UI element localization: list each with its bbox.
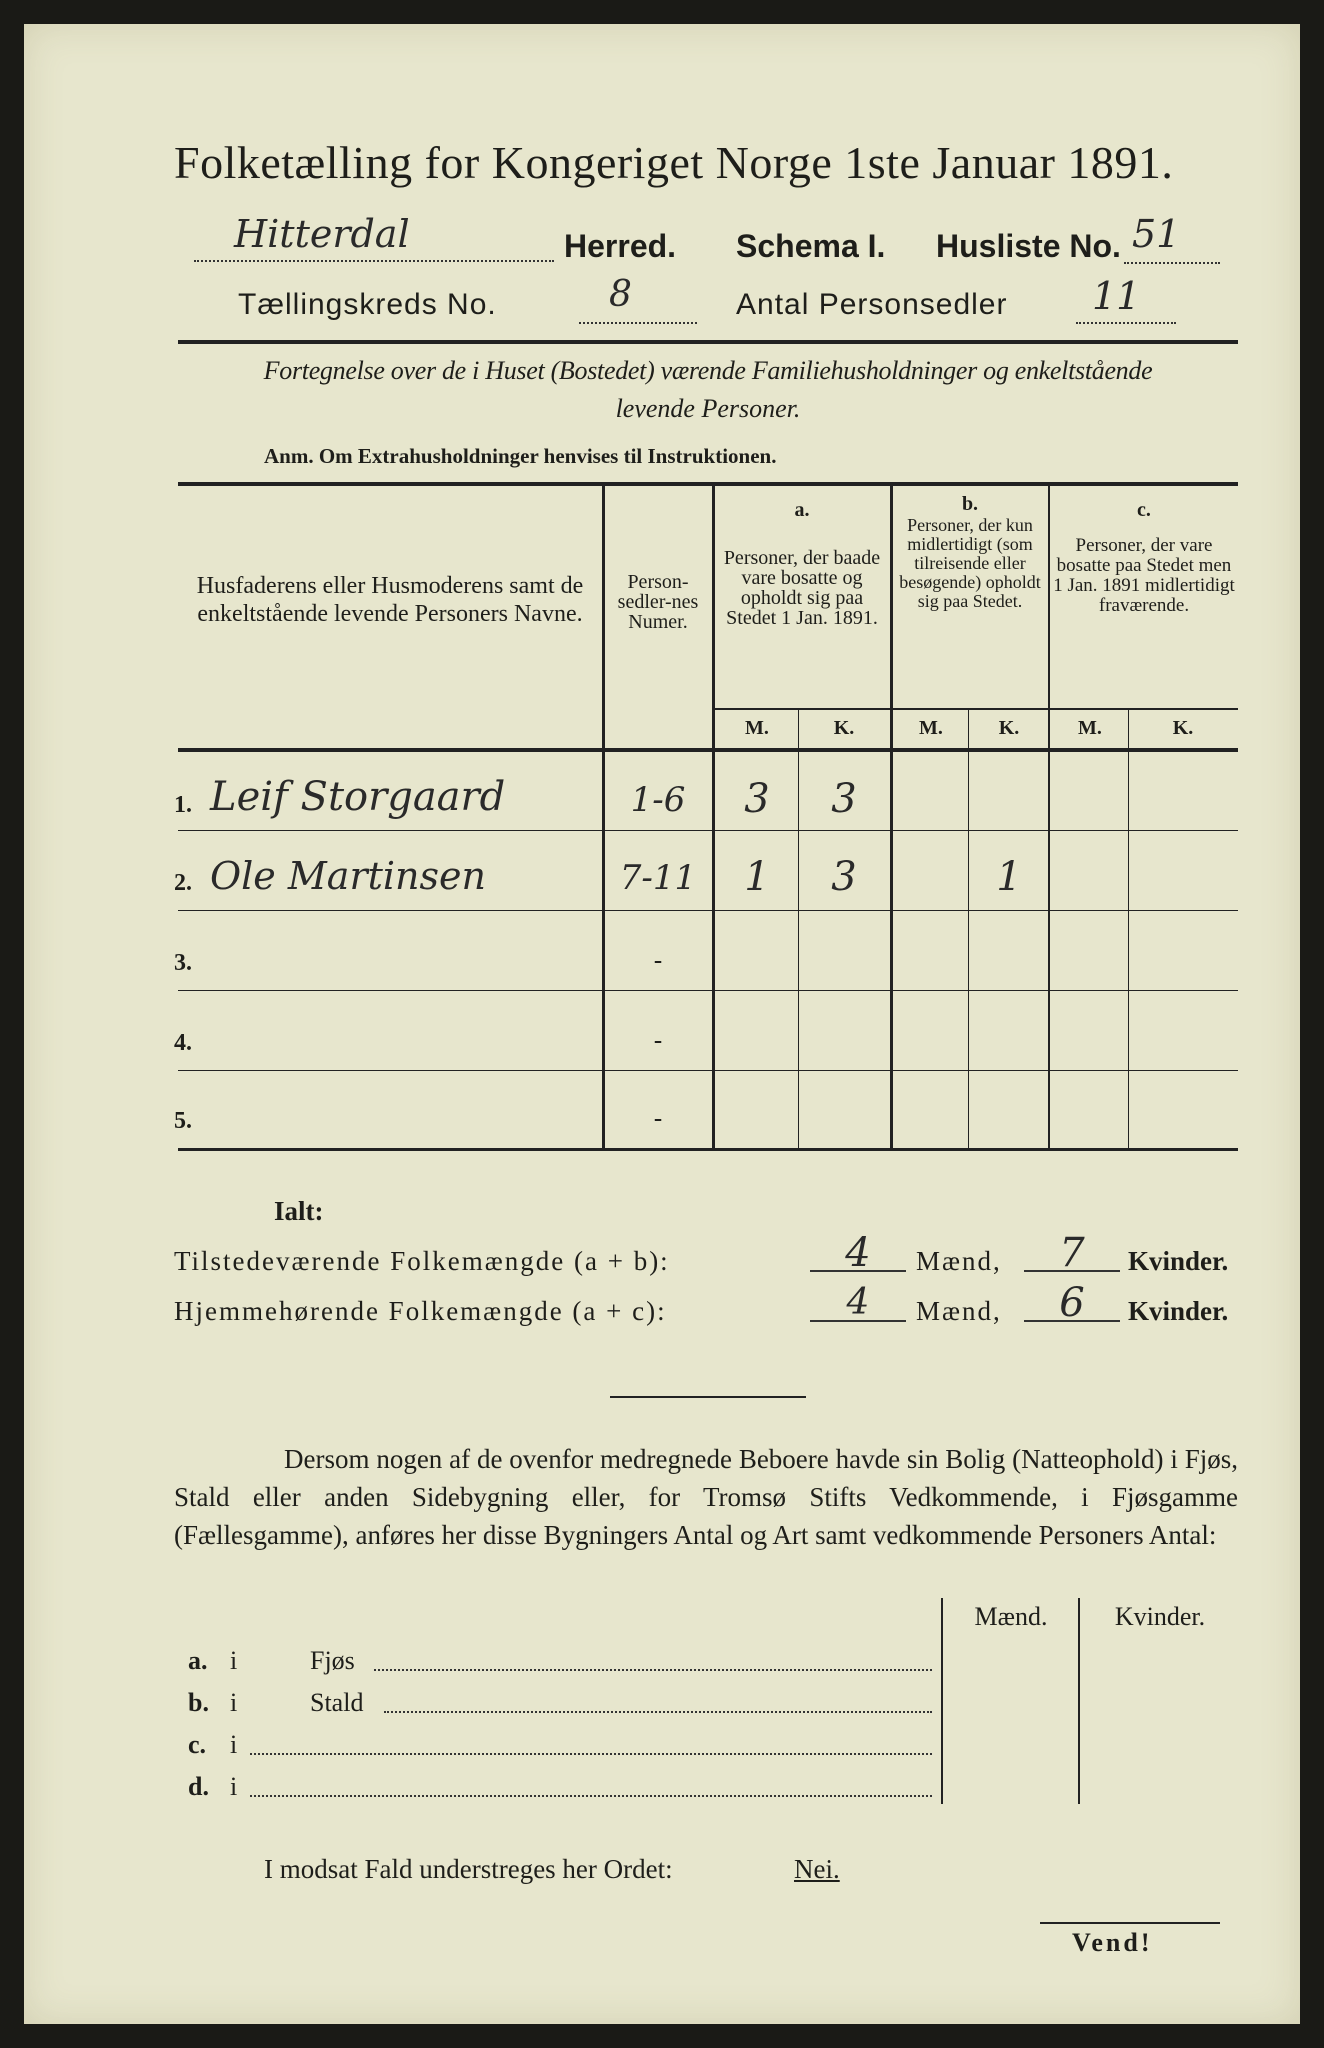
table-head-rule [178, 748, 1238, 752]
header-c-letter: c. [1137, 499, 1151, 521]
kreds-value: 8 [609, 274, 632, 315]
row-person-numbers: - [653, 946, 663, 976]
herred-label: Herred. [564, 228, 677, 264]
header-b: Personer, der kun midlertidigt (som tilreisende eller besøgende) opholdt sig paa Stedet. [899, 515, 1041, 611]
building-label: Fjøs [310, 1646, 355, 1675]
header-b-m: M. [919, 717, 943, 739]
totals-line1-label: Tilstedeværende Folkemængde (a + b): [174, 1246, 670, 1276]
section-divider [610, 1396, 806, 1398]
vend-rule [1040, 1922, 1220, 1924]
row-person-numbers: - [653, 1026, 663, 1056]
antal-value: 11 [1092, 274, 1141, 318]
row-b-k: 1 [996, 854, 1022, 900]
row-number: 2. [174, 870, 192, 896]
row-rule [178, 910, 1238, 911]
kreds-label: Tællingskreds No. [238, 288, 497, 321]
table-top-rule [178, 482, 1238, 486]
vend-label: Vend! [1072, 1928, 1153, 1957]
row-a-k: 3 [831, 776, 857, 822]
row-number: 5. [174, 1108, 192, 1134]
row-rule [178, 1070, 1238, 1071]
row-name: Leif Storgaard [210, 774, 506, 820]
row-rule [178, 990, 1238, 991]
header-a: Personer, der baade vare bosatte og opholdt sig paa Stedet 1 Jan. 1891. [723, 547, 881, 629]
header-b-k: K. [998, 717, 1020, 739]
totals-kvinder: Kvinder. [1128, 1246, 1229, 1276]
header-a-m: M. [745, 717, 769, 739]
totals-ialt: Ialt: [274, 1196, 324, 1226]
building-dotted-line [374, 1668, 932, 1671]
building-prep: i [230, 1688, 238, 1717]
totals-line2-m: 4 [846, 1282, 870, 1323]
col-rule [1048, 486, 1050, 1150]
building-dotted-line [384, 1710, 932, 1713]
buildings-header-women: Kvinder. [1114, 1602, 1206, 1631]
building-prep: i [230, 1730, 238, 1759]
totals-kvinder: Kvinder. [1128, 1296, 1229, 1326]
col-rule [968, 710, 969, 1150]
husliste-label: Husliste No. [936, 228, 1121, 264]
kreds-field [579, 292, 697, 324]
totals-maend: Mænd, [916, 1296, 1002, 1326]
row-name: Ole Martinsen [210, 854, 486, 898]
row-a-m: 1 [744, 854, 770, 900]
totals-line1-k: 7 [1059, 1230, 1085, 1276]
header-b-letter: b. [961, 493, 979, 515]
header-c-k: K. [1172, 717, 1194, 739]
header-c: Personer, der vare bosatte paa Stedet men 1 Jan. 1891 midlertidigt fraværende. [1053, 535, 1235, 616]
header-number: Person-sedler-nes Numer. [617, 571, 699, 633]
building-prep: i [230, 1772, 238, 1801]
building-letter: a. [188, 1646, 208, 1675]
buildings-header-men: Mænd. [974, 1602, 1048, 1631]
intro-line-1: Fortegnelse over de i Huset (Bostedet) værende Familiehusholdninger og enkeltstående [263, 356, 1153, 385]
row-person-numbers: 1-6 [630, 780, 686, 820]
herred-value: Hitterdal [234, 212, 410, 256]
form-title: Folketælling for Kongeriget Norge 1ste Januar 1891. [174, 137, 1174, 188]
table-bottom-rule [178, 1148, 1238, 1151]
col-rule [1128, 710, 1129, 1150]
buildings-col-rule [941, 1598, 943, 1804]
husliste-value: 51 [1132, 212, 1181, 256]
row-a-k: 3 [831, 854, 857, 900]
mk-rule [712, 708, 1238, 710]
totals-line1-m: 4 [845, 1230, 871, 1276]
building-dotted-line [250, 1794, 932, 1797]
intro-line-2: levende Personer. [615, 394, 801, 423]
col-rule [712, 486, 715, 1150]
totals-maend: Mænd, [916, 1246, 1002, 1276]
intro-note: Anm. Om Extrahusholdninger henvises til Instruktionen. [264, 444, 777, 468]
row-rule [178, 830, 1238, 831]
building-letter: b. [188, 1688, 209, 1717]
buildings-text: Dersom nogen af de ovenfor medregnede Beboere havde sin Bolig (Natteophold) i Fjøs, Stald eller anden Sidebygning eller, for Tromsø Stifts Vedkommende, i Fjøsgamme (Fællesgamme), anføres her disse Bygningers Antal og Art samt vedkommende Personers Antal: [174, 1444, 1238, 1550]
col-rule [602, 486, 605, 1150]
header-c-m: M. [1078, 717, 1102, 739]
building-prep: i [230, 1646, 238, 1675]
row-number: 3. [174, 950, 192, 976]
row-a-m: 3 [744, 776, 770, 822]
row-number: 4. [174, 1030, 192, 1056]
col-rule [798, 710, 799, 1150]
header-a-letter: a. [794, 499, 810, 521]
antal-label: Antal Personsedler [736, 288, 1008, 321]
schema-label: Schema I. [736, 228, 886, 264]
footer-text: I modsat Fald understreges her Ordet: [264, 1854, 673, 1884]
header-names: Husfaderens eller Husmoderens samt de enkeltstående levende Personers Navne. [196, 573, 584, 627]
row-person-numbers: - [653, 1104, 663, 1134]
building-dotted-line [250, 1752, 932, 1755]
row-number: 1. [174, 792, 192, 818]
header-rule [178, 340, 1238, 344]
building-letter: c. [188, 1730, 207, 1759]
census-form [24, 24, 1300, 2024]
header-a-k: K. [833, 717, 855, 739]
totals-line2-label: Hjemmehørende Folkemængde (a + c): [174, 1296, 667, 1326]
building-label: Stald [310, 1688, 364, 1717]
footer-word-nei: Nei. [794, 1854, 840, 1884]
row-person-numbers: 7-11 [619, 858, 697, 898]
col-rule [890, 486, 893, 1150]
building-letter: d. [188, 1772, 209, 1801]
totals-line2-k: 6 [1059, 1280, 1085, 1326]
